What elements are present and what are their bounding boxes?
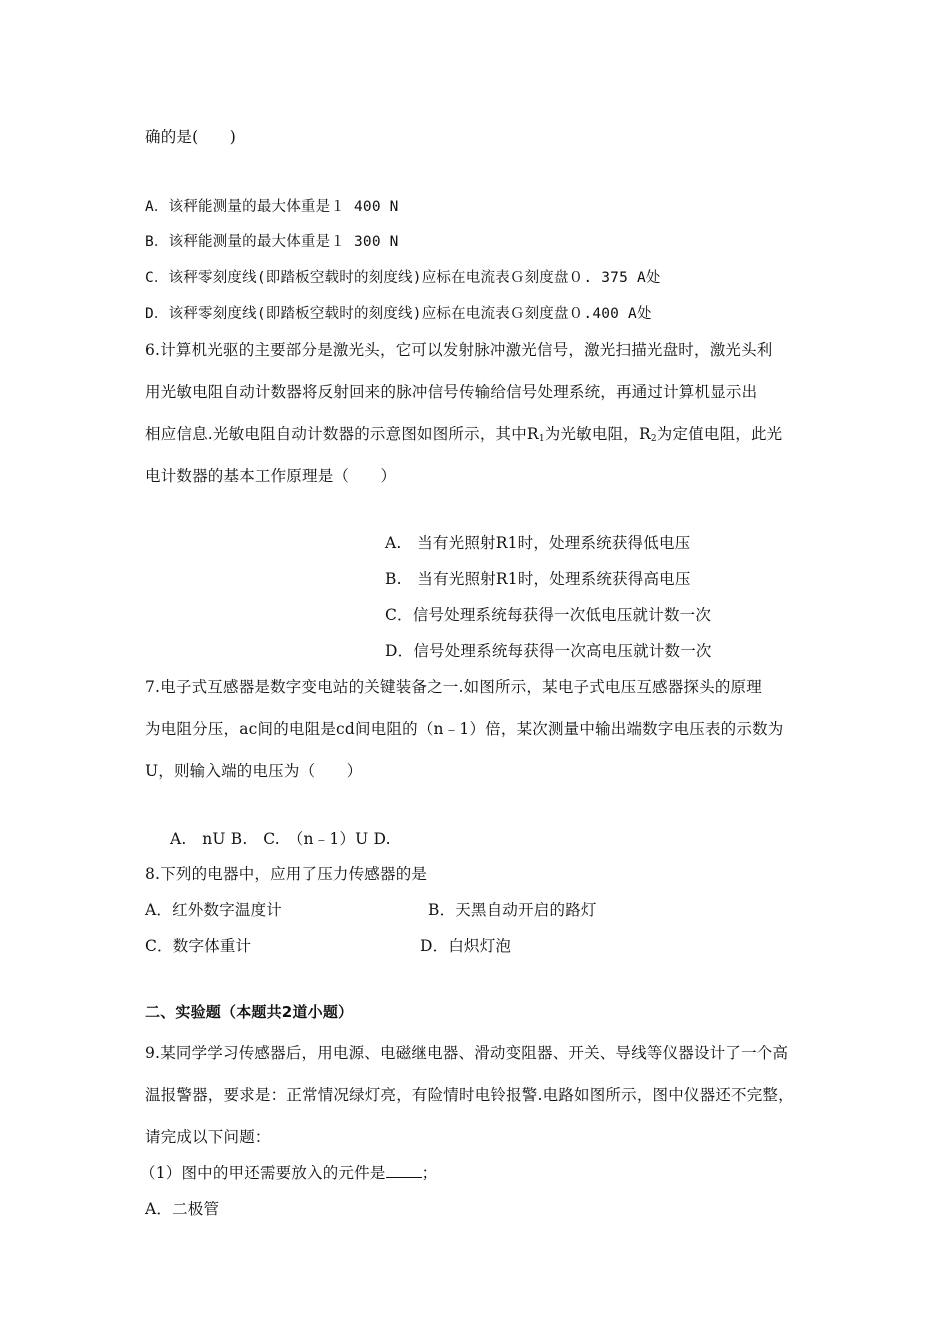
q6-option-b: B. 当有光照射R1时，处理系统获得高电压 bbox=[385, 570, 691, 588]
q8-option-b: B．天黑自动开启的路灯 bbox=[428, 901, 597, 919]
q6-option-a: A. 当有光照射R1时，处理系统获得低电压 bbox=[385, 534, 691, 552]
q6-line3-part-c: 为定值电阻，此光 bbox=[656, 425, 783, 443]
q5-option-a: A．该秤能测量的最大体重是１ 400 N bbox=[145, 199, 399, 215]
q8-option-d: D．白炽灯泡 bbox=[420, 937, 512, 955]
q6-option-c: C．信号处理系统每获得一次低电压就计数一次 bbox=[385, 606, 712, 624]
q8-stem: 8.下列的电器中，应用了压力传感器的是 bbox=[145, 865, 428, 883]
q6-stem-line-2: 用光敏电阻自动计数器将反射回来的脉冲信号传输给信号处理系统，再通过计算机显示出 bbox=[145, 383, 758, 401]
q9-sub-question-1 bbox=[140, 1163, 437, 1183]
q9-stem-line-3: 请完成以下问题： bbox=[145, 1128, 271, 1146]
q9-sub1-text: （1）图中的甲还需要放入的元件是 bbox=[140, 1164, 386, 1182]
q6-line3-part-a: 相应信息.光敏电阻自动计数器的示意图如图所示，其中R bbox=[145, 425, 539, 443]
q6-stem-line-3 bbox=[145, 424, 782, 444]
q7-stem-line-2: 为电阻分压，ac间的电阻是cd间电阻的（n﹣1）倍，某次测量中输出端数字电压表的示数为 bbox=[145, 720, 784, 738]
q5-stem-tail: 确的是( ) bbox=[145, 128, 236, 146]
q9-stem-line-2: 温报警器，要求是：正常情况绿灯亮，有险情时电铃报警.电路如图所示，图中仪器还不完整， bbox=[145, 1086, 794, 1104]
r2-subscript: 2 bbox=[650, 434, 657, 444]
q9-stem-line-1: 9.某同学学习传感器后，用电源、电磁继电器、滑动变阻器、开关、导线等仪器设计了一个高 bbox=[145, 1044, 789, 1062]
q6-stem-line-4: 电计数器的基本工作原理是（ ） bbox=[145, 467, 397, 485]
r1-subscript: 1 bbox=[538, 434, 545, 444]
section-heading: 二、实验题（本题共2道小题） bbox=[145, 1003, 354, 1021]
q6-line3-part-b: 为光敏电阻，R bbox=[544, 425, 651, 443]
q8-option-a: A．红外数字温度计 bbox=[145, 901, 282, 919]
q9-option-a: A．二极管 bbox=[145, 1200, 220, 1218]
q7-options: A. nU B. C. （n﹣1）U D. bbox=[170, 830, 391, 848]
q7-stem-line-1: 7.电子式互感器是数字变电站的关键装备之一.如图所示，某电子式电压互感器探头的原理 bbox=[145, 678, 762, 696]
q6-option-d: D．信号处理系统每获得一次高电压就计数一次 bbox=[385, 642, 712, 660]
q5-option-c: C．该秤零刻度线(即踏板空载时的刻度线)应标在电流表Ｇ刻度盘０. 375 A处 bbox=[145, 270, 661, 286]
answer-blank[interactable] bbox=[386, 1163, 422, 1178]
q9-sub1-end: ； bbox=[421, 1164, 438, 1182]
q7-stem-line-3: U，则输入端的电压为（ ） bbox=[145, 762, 363, 780]
q6-stem-line-1: 6.计算机光驱的主要部分是激光头，它可以发射脉冲激光信号，激光扫描光盘时，激光头利 bbox=[145, 341, 773, 359]
q8-option-c: C．数字体重计 bbox=[145, 937, 252, 955]
q5-option-b: B．该秤能测量的最大体重是１ 300 N bbox=[145, 234, 399, 250]
q5-option-d: D．该秤零刻度线(即踏板空载时的刻度线)应标在电流表Ｇ刻度盘０.400 A处 bbox=[145, 306, 652, 322]
